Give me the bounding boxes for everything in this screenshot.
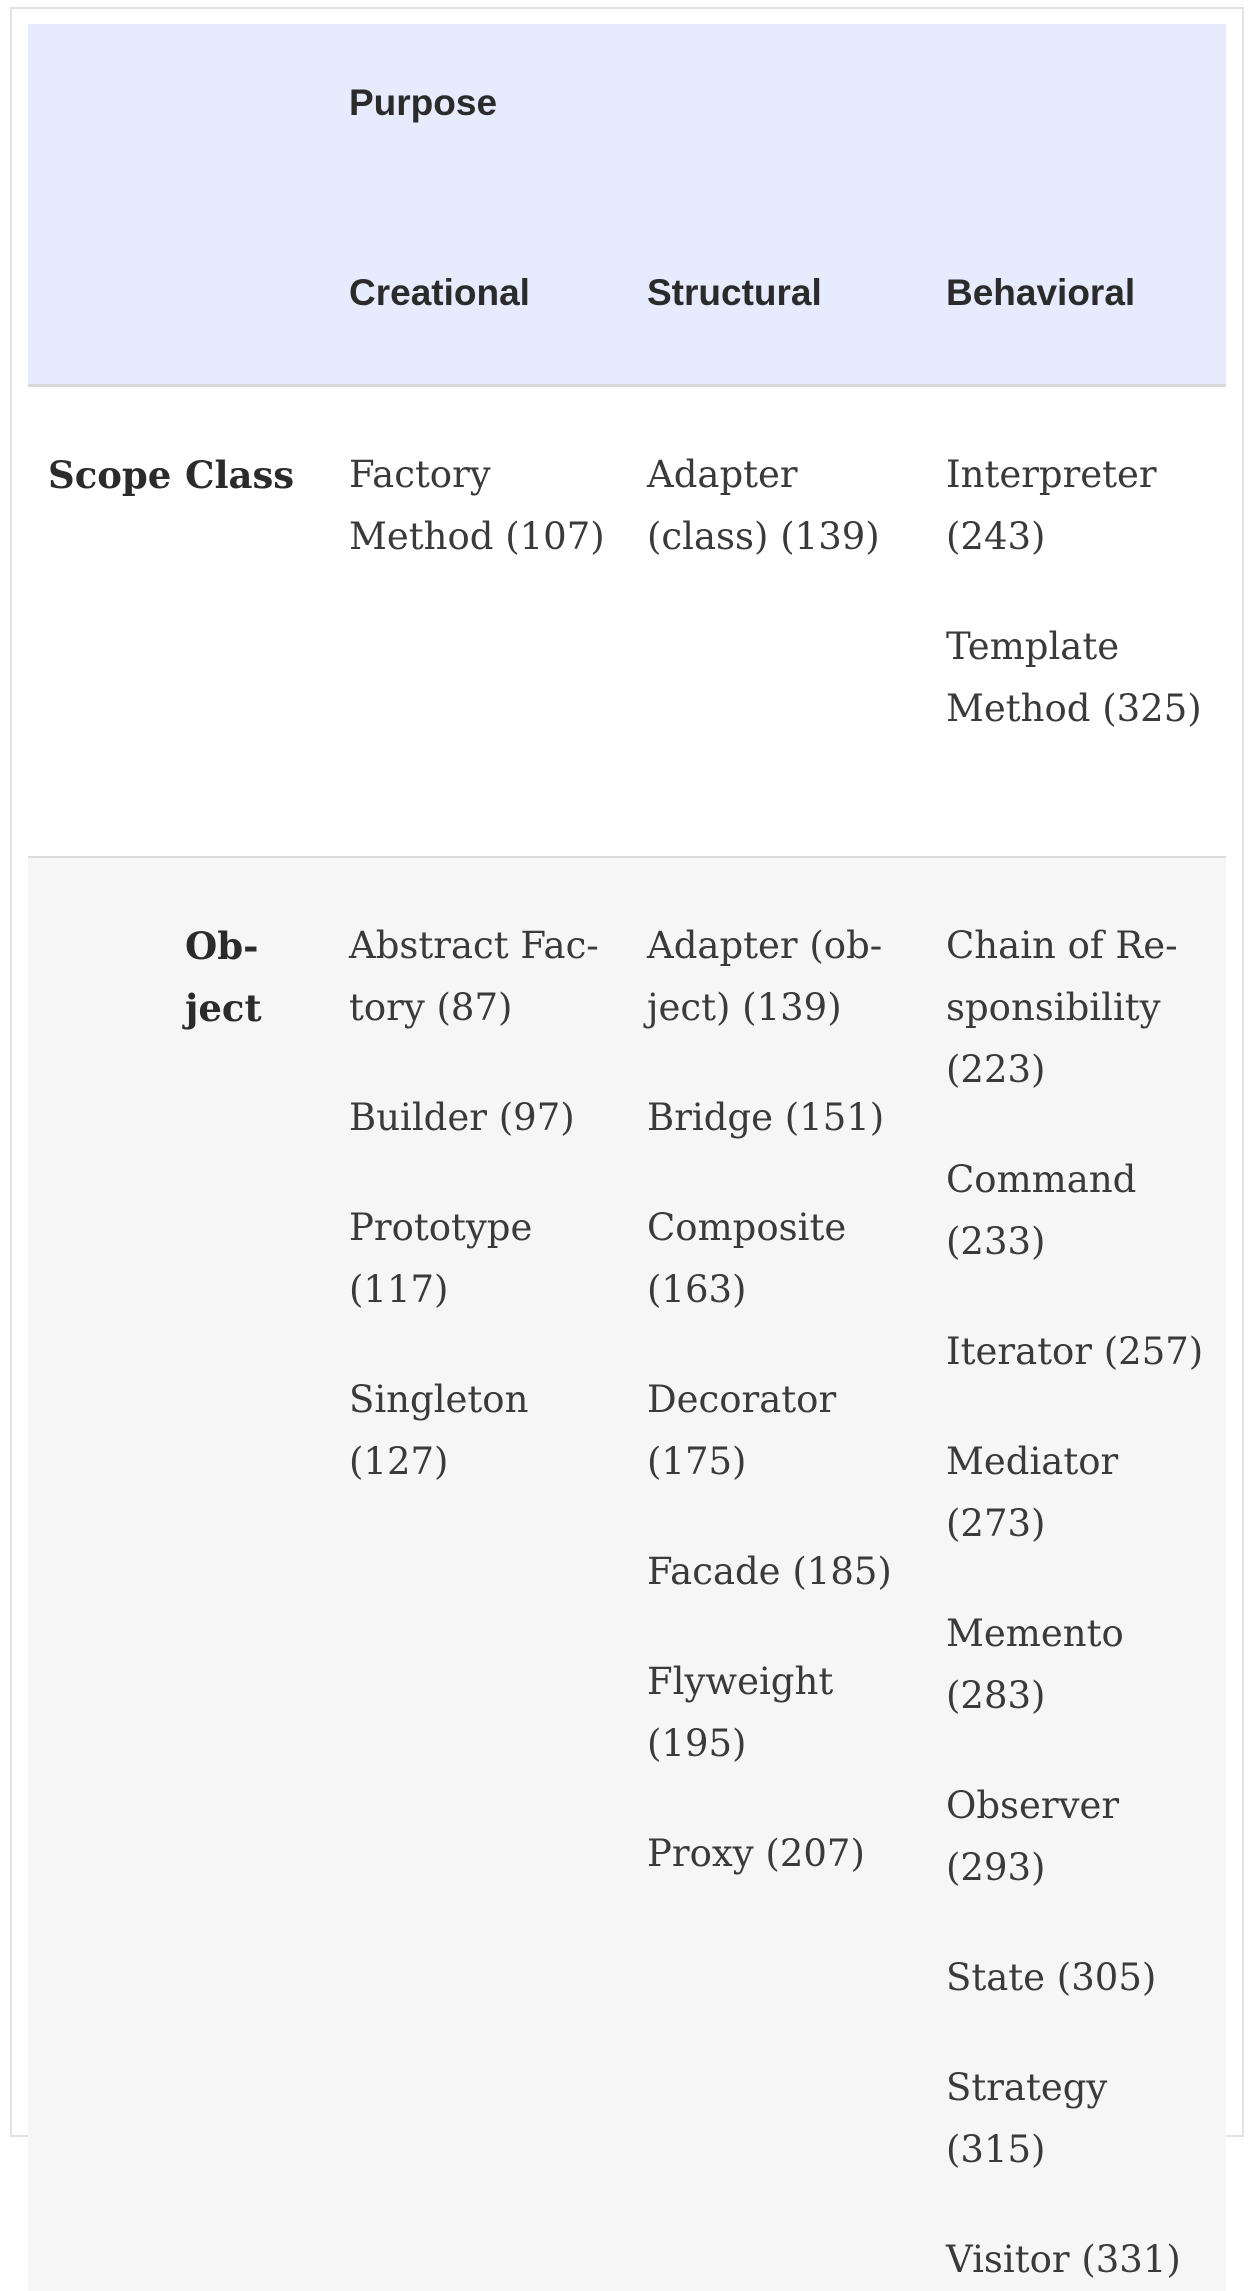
class-structural-list (627, 444, 926, 568)
header-cell-creational (329, 192, 627, 386)
design-pattern-table (28, 24, 1226, 2291)
pattern-entry: Adapter (ob- ject) (139) (647, 915, 908, 1039)
header-cell-purpose (329, 24, 1226, 192)
pattern-entry: State (305) (946, 1947, 1208, 2009)
pattern-entry: Interpreter (243) (946, 444, 1208, 568)
pattern-entry: Visitor (331) (946, 2229, 1208, 2291)
pattern-entry: Observer (293) (946, 1775, 1208, 1899)
pattern-entry: Bridge (151) (647, 1087, 908, 1149)
behavioral-heading: Behavioral (926, 192, 1226, 314)
pattern-entry: Decorator (175) (647, 1369, 908, 1493)
table-row-object (28, 857, 1226, 2291)
pattern-entry: Singleton (127) (349, 1369, 609, 1493)
header-cell-structural (627, 192, 926, 386)
pattern-entry: Iterator (257) (946, 1321, 1208, 1383)
pattern-entry: Factory Method (107) (349, 444, 609, 568)
scope-label: Scope (28, 444, 185, 506)
pattern-entry: Memento (283) (946, 1603, 1208, 1727)
pattern-entry: Composite (163) (647, 1197, 908, 1321)
object-creational-list (329, 915, 627, 1493)
table-row-class (28, 386, 1226, 858)
pattern-entry: Template Method (325) (946, 616, 1208, 740)
class-creational-list (329, 444, 627, 568)
pattern-entry: Adapter (class) (139) (647, 444, 908, 568)
pattern-entry: Builder (97) (349, 1087, 609, 1149)
object-creational-cell (329, 857, 627, 2291)
pattern-entry: Mediator (273) (946, 1431, 1208, 1555)
scope-cell (28, 386, 185, 858)
object-cell (185, 857, 329, 2291)
pattern-entry: Prototype (117) (349, 1197, 609, 1321)
pattern-entry: Facade (185) (647, 1541, 908, 1603)
pattern-entry: Chain of Re- sponsibility (223) (946, 915, 1208, 1101)
header-row-purpose (28, 24, 1226, 192)
pattern-entry: Abstract Fac- tory (87) (349, 915, 609, 1039)
header-row-categories (28, 192, 1226, 386)
object-behavioral-cell (926, 857, 1226, 2291)
class-label: Class (185, 444, 329, 506)
table-body (28, 386, 1226, 2291)
class-cell (185, 386, 329, 858)
class-behavioral-cell (926, 386, 1226, 858)
object-label: Ob- ject (185, 915, 329, 1039)
pattern-entry: Command (233) (946, 1149, 1208, 1273)
class-behavioral-list (926, 444, 1226, 740)
object-structural-list (627, 915, 926, 1885)
pattern-entry: Proxy (207) (647, 1823, 908, 1885)
empty-scope-cell (28, 857, 185, 2291)
class-creational-cell (329, 386, 627, 858)
object-structural-cell (627, 857, 926, 2291)
purpose-heading: Purpose (329, 24, 1226, 124)
header-cell-behavioral (926, 192, 1226, 386)
object-behavioral-list (926, 915, 1226, 2291)
pattern-entry: Flyweight (195) (647, 1651, 908, 1775)
creational-heading: Creational (329, 192, 627, 314)
pattern-entry: Strategy (315) (946, 2057, 1208, 2181)
table-header (28, 24, 1226, 386)
class-structural-cell (627, 386, 926, 858)
structural-heading: Structural (627, 192, 926, 314)
